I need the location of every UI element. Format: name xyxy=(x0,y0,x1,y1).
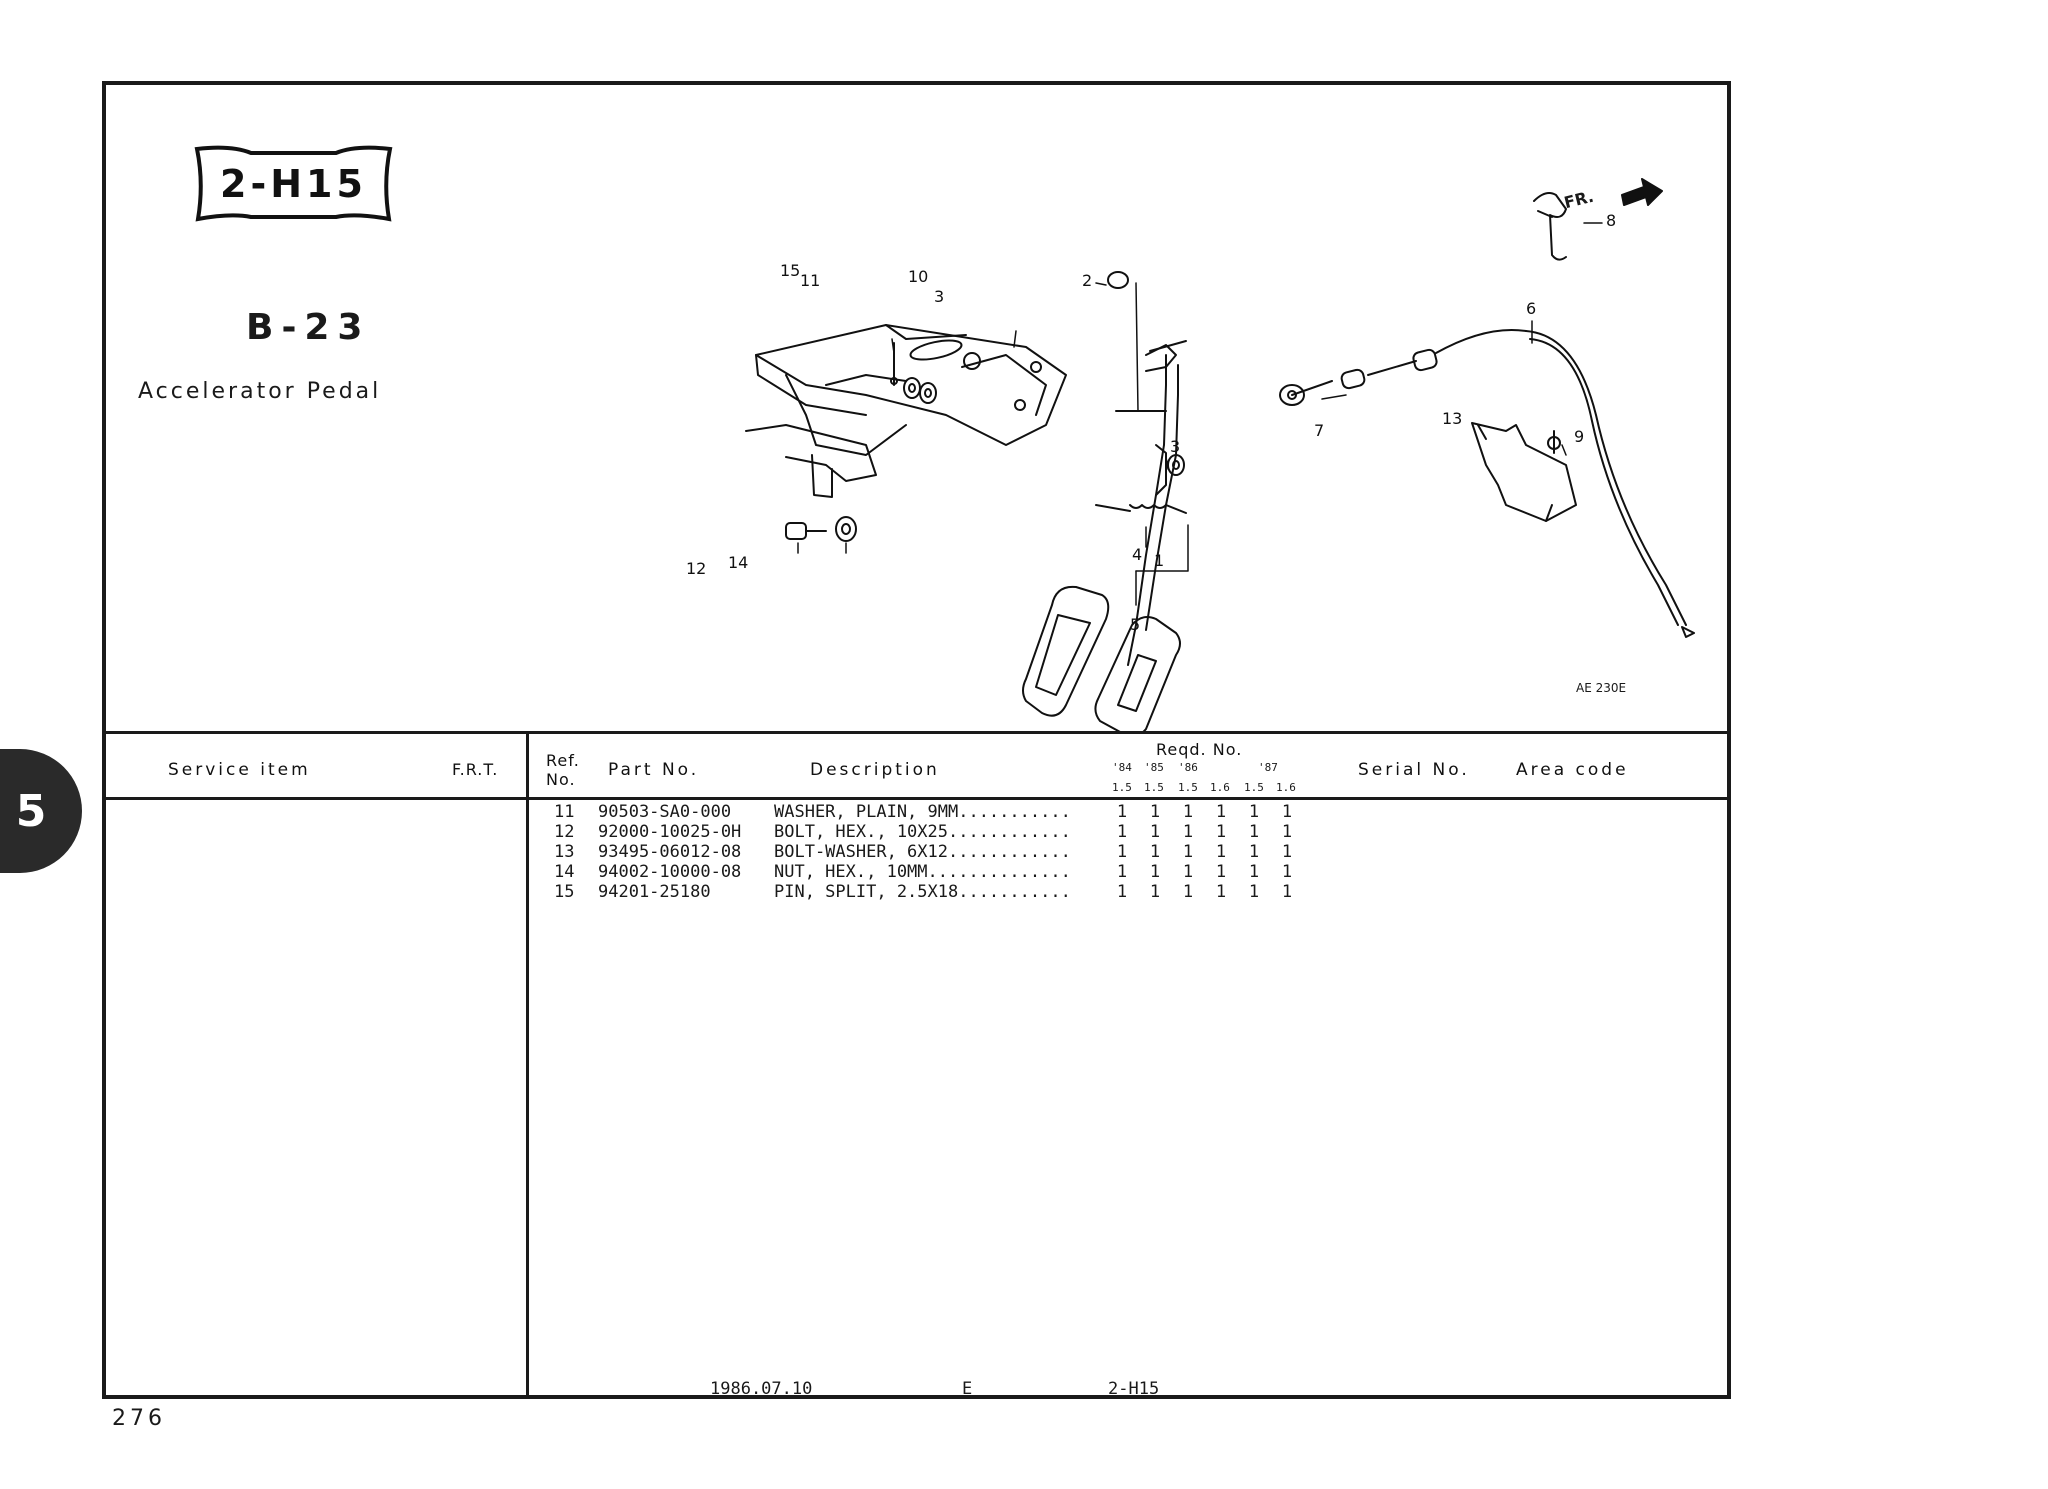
exploded-parts-diagram xyxy=(106,85,1727,731)
qty-cell: 1 xyxy=(1182,882,1194,902)
header-service-item: Service item xyxy=(168,760,311,780)
qty-cell: 1 xyxy=(1281,822,1293,842)
header-area-code: Area code xyxy=(1516,760,1629,780)
footer-date: 1986.07.10 xyxy=(710,1379,813,1399)
description-cell: WASHER, PLAIN, 9MM........... xyxy=(774,802,1071,822)
callout-11: 11 xyxy=(800,271,821,290)
header-part-no: Part No. xyxy=(608,760,700,780)
qty-cell: 1 xyxy=(1182,862,1194,882)
table-header-rule xyxy=(106,797,1727,800)
callout-3-lower: 3 xyxy=(1170,437,1181,456)
qty-cell: 1 xyxy=(1248,882,1260,902)
year-87: '87 xyxy=(1258,761,1278,774)
callout-8: 8 xyxy=(1606,211,1617,230)
qty-cell: 1 xyxy=(1248,802,1260,822)
small-parts-drawing xyxy=(786,272,1554,541)
qty-cell: 1 xyxy=(1149,822,1161,842)
description-cell: BOLT, HEX., 10X25............ xyxy=(774,822,1071,842)
qty-cell: 1 xyxy=(1281,802,1293,822)
qty-cell: 1 xyxy=(1116,822,1128,842)
part-no-cell: 94201-25180 xyxy=(598,882,711,902)
chapter-tab xyxy=(0,749,82,873)
description-cell: BOLT-WASHER, 6X12............ xyxy=(774,842,1071,862)
qty-cell: 1 xyxy=(1215,802,1227,822)
footer-section: 2-H15 xyxy=(1108,1379,1160,1399)
diagram-area xyxy=(106,85,1727,731)
qty-cell: 1 xyxy=(1215,822,1227,842)
callout-10: 10 xyxy=(908,267,929,286)
year-85: '85 xyxy=(1144,761,1164,774)
section-code: B-23 xyxy=(246,307,371,348)
chapter-number: 5 xyxy=(15,785,47,837)
ref-cell: 12 xyxy=(554,822,575,842)
callout-13: 13 xyxy=(1442,409,1463,428)
qty-cell: 1 xyxy=(1182,802,1194,822)
qty-cell: 1 xyxy=(1149,802,1161,822)
ref-cell: 15 xyxy=(554,882,575,902)
engine-col-6: 1.6 xyxy=(1276,781,1296,794)
header-description: Description xyxy=(810,760,940,780)
year-84: '84 xyxy=(1112,761,1132,774)
cable-drawing xyxy=(1280,330,1694,637)
description-cell: PIN, SPLIT, 2.5X18........... xyxy=(774,882,1071,902)
qty-cell: 1 xyxy=(1182,842,1194,862)
callout-6: 6 xyxy=(1526,299,1537,318)
callout-4: 4 xyxy=(1132,545,1143,564)
table-top-rule xyxy=(106,731,1727,734)
callout-12: 12 xyxy=(686,559,707,578)
part-no-cell: 92000-10025-0H xyxy=(598,822,742,842)
ref-cell: 11 xyxy=(554,802,575,822)
clip-drawing xyxy=(1534,193,1566,260)
part-no-cell: 93495-06012-08 xyxy=(598,842,742,862)
qty-cell: 1 xyxy=(1215,882,1227,902)
qty-cell: 1 xyxy=(1281,882,1293,902)
qty-cell: 1 xyxy=(1116,842,1128,862)
qty-cell: 1 xyxy=(1281,842,1293,862)
section-badge-text: 2-H15 xyxy=(220,162,367,206)
callout-9: 9 xyxy=(1574,427,1585,446)
pedal-bracket-drawing xyxy=(746,325,1066,497)
part-no-cell: 94002-10000-08 xyxy=(598,862,742,882)
engine-col-5: 1.5 xyxy=(1244,781,1264,794)
callout-14: 14 xyxy=(728,553,749,572)
header-frt: F.R.T. xyxy=(452,760,499,779)
page-number: 276 xyxy=(112,1406,166,1431)
front-arrow-icon xyxy=(1622,179,1662,205)
callout-7: 7 xyxy=(1314,421,1325,440)
callout-1: 1 xyxy=(1154,551,1165,570)
callout-15: 15 xyxy=(780,261,801,280)
header-ref-no: Ref. No. xyxy=(546,751,580,789)
qty-cell: 1 xyxy=(1248,842,1260,862)
qty-cell: 1 xyxy=(1116,862,1128,882)
catalog-frame xyxy=(102,81,1731,1399)
qty-cell: 1 xyxy=(1215,862,1227,882)
qty-cell: 1 xyxy=(1149,882,1161,902)
qty-cell: 1 xyxy=(1149,862,1161,882)
footer-language: E xyxy=(962,1379,973,1399)
header-reqd-no: Reqd. No. xyxy=(1156,740,1243,759)
description-cell: NUT, HEX., 10MM.............. xyxy=(774,862,1071,882)
callout-2: 2 xyxy=(1082,271,1093,290)
ref-cell: 13 xyxy=(554,842,575,862)
engine-col-1: 1.5 xyxy=(1112,781,1132,794)
part-no-cell: 90503-SA0-000 xyxy=(598,802,732,822)
pedal-pad-drawing xyxy=(1023,587,1180,731)
throttle-bracket-drawing xyxy=(1472,423,1576,521)
qty-cell: 1 xyxy=(1116,802,1128,822)
figure-code: AE 230E xyxy=(1576,681,1627,695)
qty-cell: 1 xyxy=(1149,842,1161,862)
qty-cell: 1 xyxy=(1281,862,1293,882)
qty-cell: 1 xyxy=(1215,842,1227,862)
qty-cell: 1 xyxy=(1182,822,1194,842)
callout-5: 5 xyxy=(1130,615,1141,634)
table-column-rule xyxy=(526,731,529,1395)
qty-cell: 1 xyxy=(1116,882,1128,902)
front-direction-label: FR. xyxy=(1562,186,1596,213)
engine-col-4: 1.6 xyxy=(1210,781,1230,794)
callout-3-top: 3 xyxy=(934,287,945,306)
engine-col-3: 1.5 xyxy=(1178,781,1198,794)
section-title: Accelerator Pedal xyxy=(138,379,382,404)
header-serial-no: Serial No. xyxy=(1358,760,1470,780)
year-86: '86 xyxy=(1178,761,1198,774)
ref-cell: 14 xyxy=(554,862,575,882)
qty-cell: 1 xyxy=(1248,822,1260,842)
qty-cell: 1 xyxy=(1248,862,1260,882)
engine-col-2: 1.5 xyxy=(1144,781,1164,794)
